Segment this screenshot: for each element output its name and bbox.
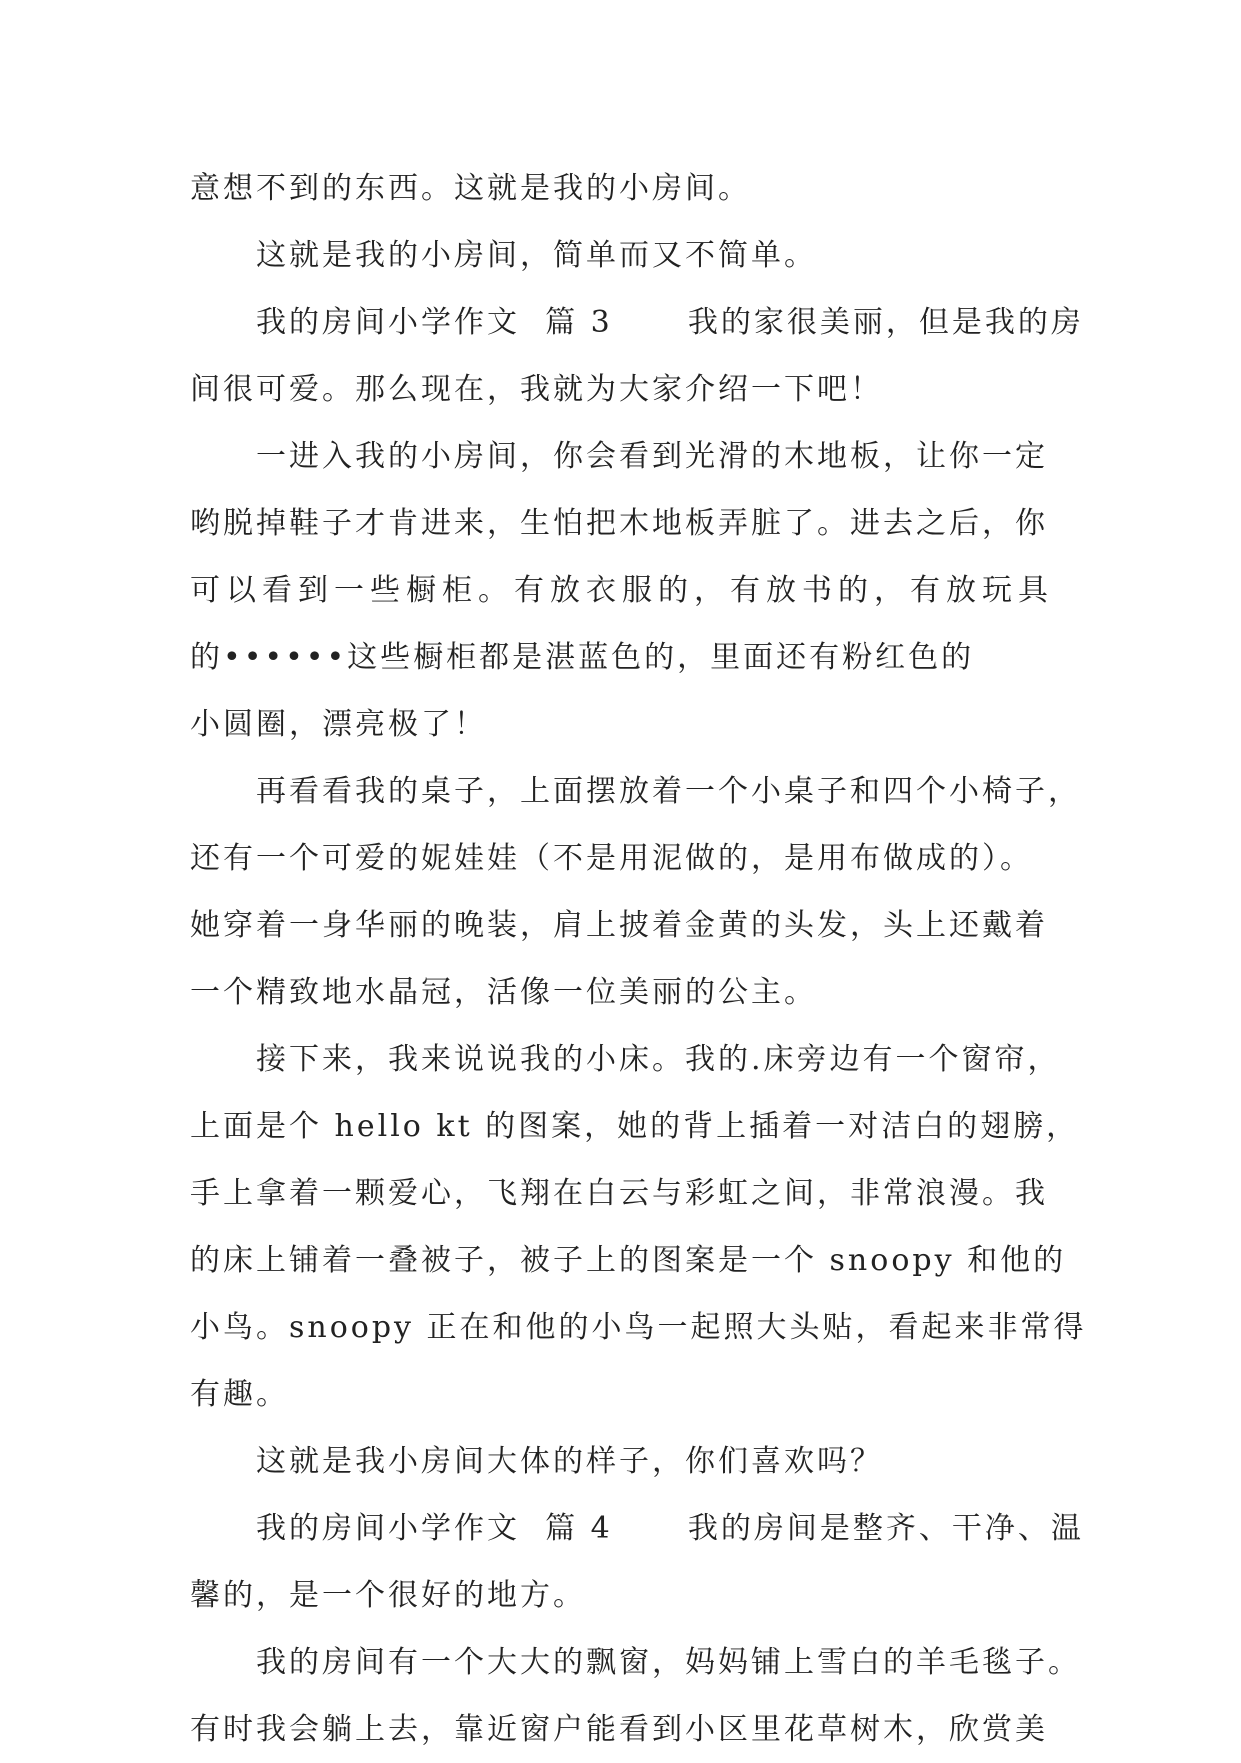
text-line: 有时我会躺上去，靠近窗户能看到小区里花草树木，欣赏美 (190, 1712, 1048, 1747)
text-line: 一进入我的小房间，你会看到光滑的木地板，让你一定 (256, 439, 1048, 474)
text-line: 这就是我小房间大体的样子，你们喜欢吗？ (256, 1444, 883, 1479)
text-line: 小鸟。snoopy 正在和他的小鸟一起照大头贴，看起来非常得 (190, 1310, 1087, 1345)
text-line: 这就是我的小房间，简单而又不简单。 (256, 238, 817, 273)
text-line: 我的房间有一个大大的飘窗，妈妈铺上雪白的羊毛毯子。 (256, 1645, 1081, 1680)
section-heading-line: 我的房间小学作文 篇 3 我的家很美丽，但是我的房 (256, 305, 1084, 340)
section-heading-line: 我的房间小学作文 篇 4 我的房间是整齐、干净、温 (256, 1511, 1084, 1546)
text-line: 接下来，我来说说我的小床。我的.床旁边有一个窗帘， (256, 1042, 1061, 1077)
text-line: 的••••••这些橱柜都是湛蓝色的，里面还有粉红色的 (190, 640, 975, 675)
essay-body (190, 155, 1087, 1763)
text-line: 小圆圈，漂亮极了！ (190, 707, 487, 742)
text-line: 手上拿着一颗爱心，飞翔在白云与彩虹之间，非常浪漫。我 (190, 1176, 1048, 1211)
text-line: 间很可爱。那么现在，我就为大家介绍一下吧！ (190, 372, 883, 407)
text-line: 可以看到一些橱柜。有放衣服的，有放书的，有放玩具 (190, 573, 1054, 608)
text-line: 有趣。 (190, 1377, 289, 1412)
text-line: 她穿着一身华丽的晚装，肩上披着金黄的头发，头上还戴着 (190, 908, 1048, 943)
text-line: 一个精致地水晶冠，活像一位美丽的公主。 (190, 975, 817, 1010)
text-line: 上面是个 hello kt 的图案，她的背上插着一对洁白的翅膀， (190, 1109, 1080, 1144)
text-line: 还有一个可爱的妮娃娃（不是用泥做的，是用布做成的）。 (190, 841, 1033, 876)
text-line: 馨的，是一个很好的地方。 (190, 1578, 586, 1613)
text-line: 的床上铺着一叠被子，被子上的图案是一个 snoopy 和他的 (190, 1243, 1067, 1278)
text-line: 再看看我的桌子，上面摆放着一个小桌子和四个小椅子， (256, 774, 1081, 809)
text-line: 意想不到的东西。这就是我的小房间。 (190, 171, 751, 206)
text-line: 哟脱掉鞋子才肯进来，生怕把木地板弄脏了。进去之后，你 (190, 506, 1048, 541)
